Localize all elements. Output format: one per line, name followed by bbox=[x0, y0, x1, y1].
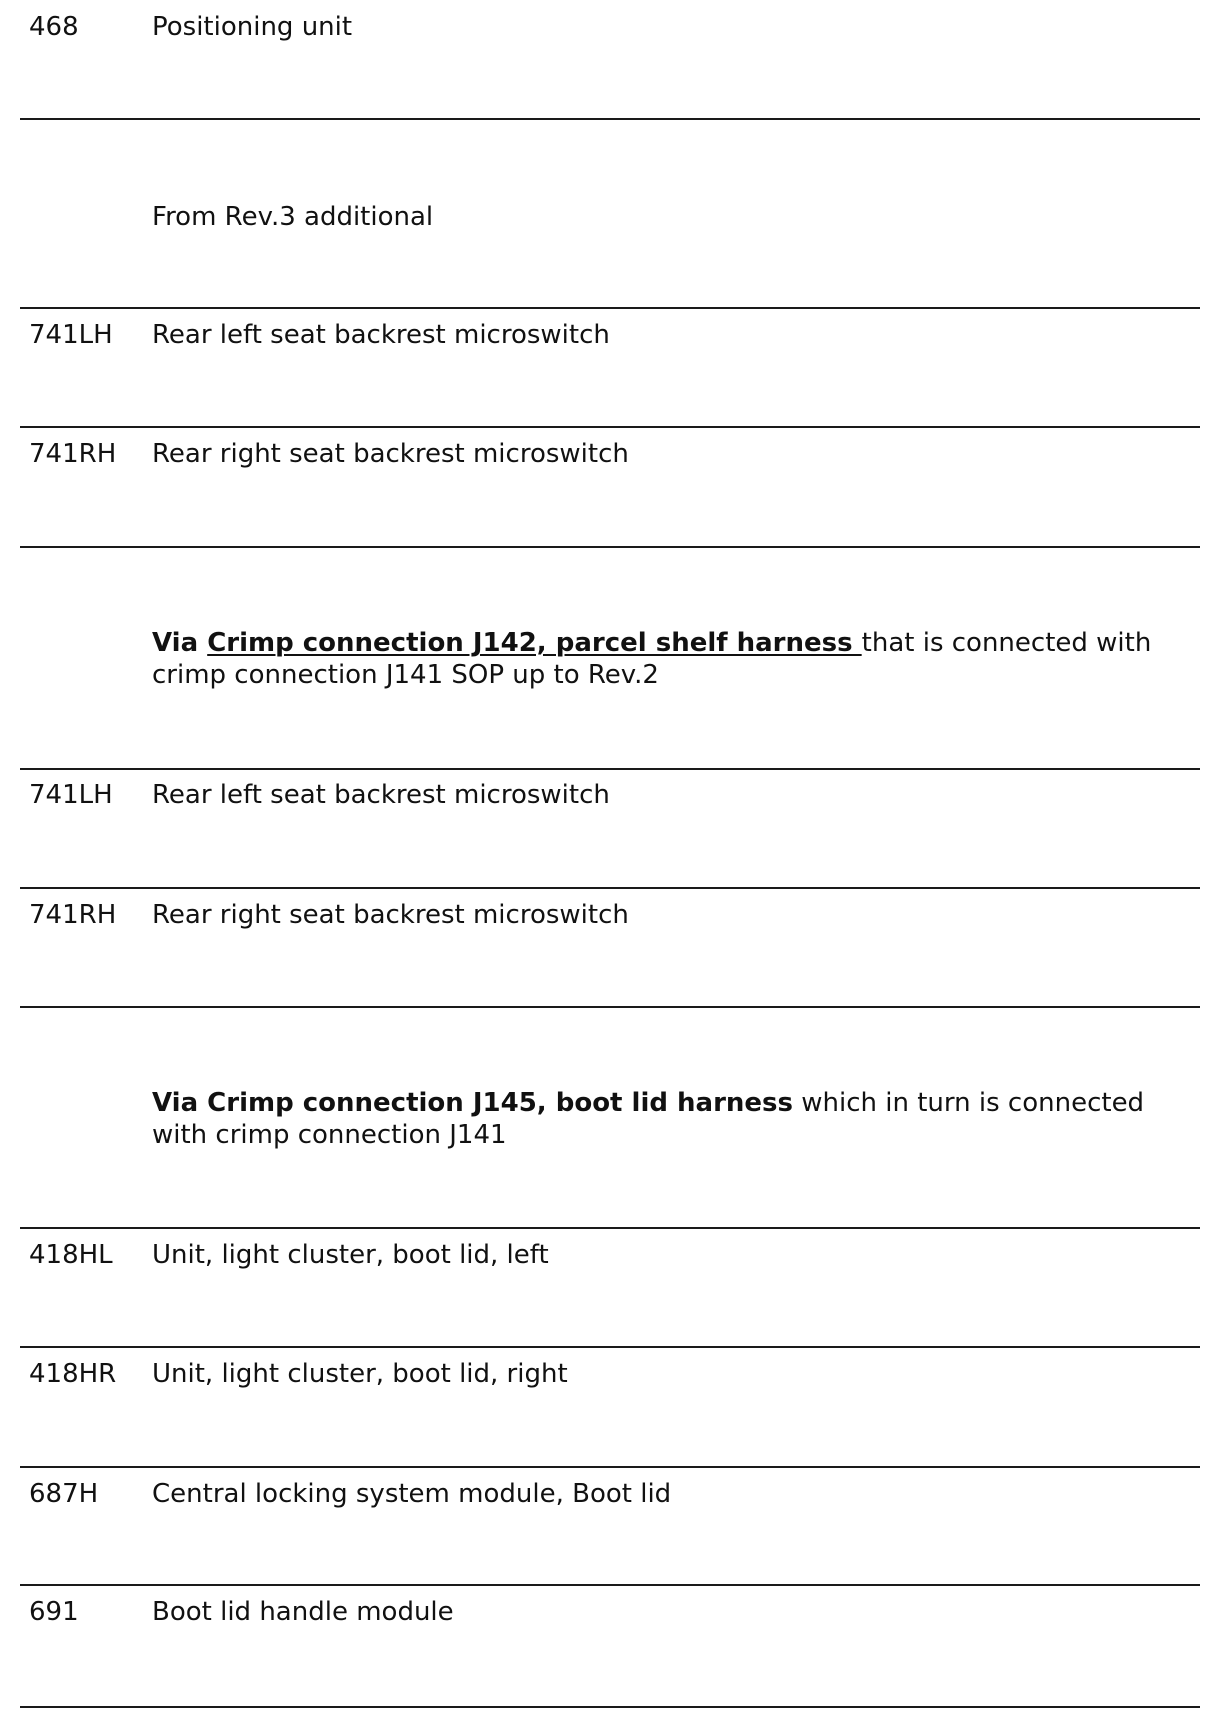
section-bold: Via Crimp connection J145, boot lid harness bbox=[152, 1088, 793, 1118]
divider bbox=[20, 1706, 1200, 1708]
section-lead: Via bbox=[152, 628, 208, 658]
divider bbox=[20, 1006, 1200, 1008]
component-code: 468 bbox=[29, 12, 79, 42]
divider bbox=[20, 1466, 1200, 1468]
component-description: Unit, light cluster, boot lid, right bbox=[152, 1359, 568, 1389]
component-description: Boot lid handle module bbox=[152, 1597, 454, 1627]
component-code: 687H bbox=[29, 1479, 99, 1509]
component-description: Rear right seat backrest microswitch bbox=[152, 900, 629, 930]
section-heading-text bbox=[152, 1087, 1192, 1151]
component-code: 418HL bbox=[29, 1240, 113, 1270]
component-code: 418HR bbox=[29, 1359, 117, 1389]
divider bbox=[20, 307, 1200, 309]
divider bbox=[20, 1584, 1200, 1586]
component-description: Positioning unit bbox=[152, 12, 353, 42]
divider bbox=[20, 426, 1200, 428]
component-code: 741LH bbox=[29, 320, 113, 350]
divider bbox=[20, 1227, 1200, 1229]
component-code: 741RH bbox=[29, 439, 117, 469]
component-description: Unit, light cluster, boot lid, left bbox=[152, 1240, 549, 1270]
component-code: 691 bbox=[29, 1597, 79, 1627]
component-description: Rear right seat backrest microswitch bbox=[152, 439, 629, 469]
component-code: 741LH bbox=[29, 780, 113, 810]
connection-link[interactable]: Crimp connection J142, parcel shelf harness bbox=[207, 628, 862, 658]
section-heading-text bbox=[152, 627, 1192, 691]
divider bbox=[20, 887, 1200, 889]
section-heading-text: From Rev.3 additional bbox=[152, 202, 434, 232]
section-rest: that is connected with crimp connection J141 SOP up to Rev.2 bbox=[152, 628, 1152, 690]
divider bbox=[20, 118, 1200, 120]
divider bbox=[20, 546, 1200, 548]
divider bbox=[20, 768, 1200, 770]
component-description: Central locking system module, Boot lid bbox=[152, 1479, 672, 1509]
divider bbox=[20, 1346, 1200, 1348]
component-code: 741RH bbox=[29, 900, 117, 930]
component-description: Rear left seat backrest microswitch bbox=[152, 780, 610, 810]
component-description: Rear left seat backrest microswitch bbox=[152, 320, 610, 350]
section-rest: which in turn is connected with crimp connection J141 bbox=[152, 1088, 1145, 1150]
